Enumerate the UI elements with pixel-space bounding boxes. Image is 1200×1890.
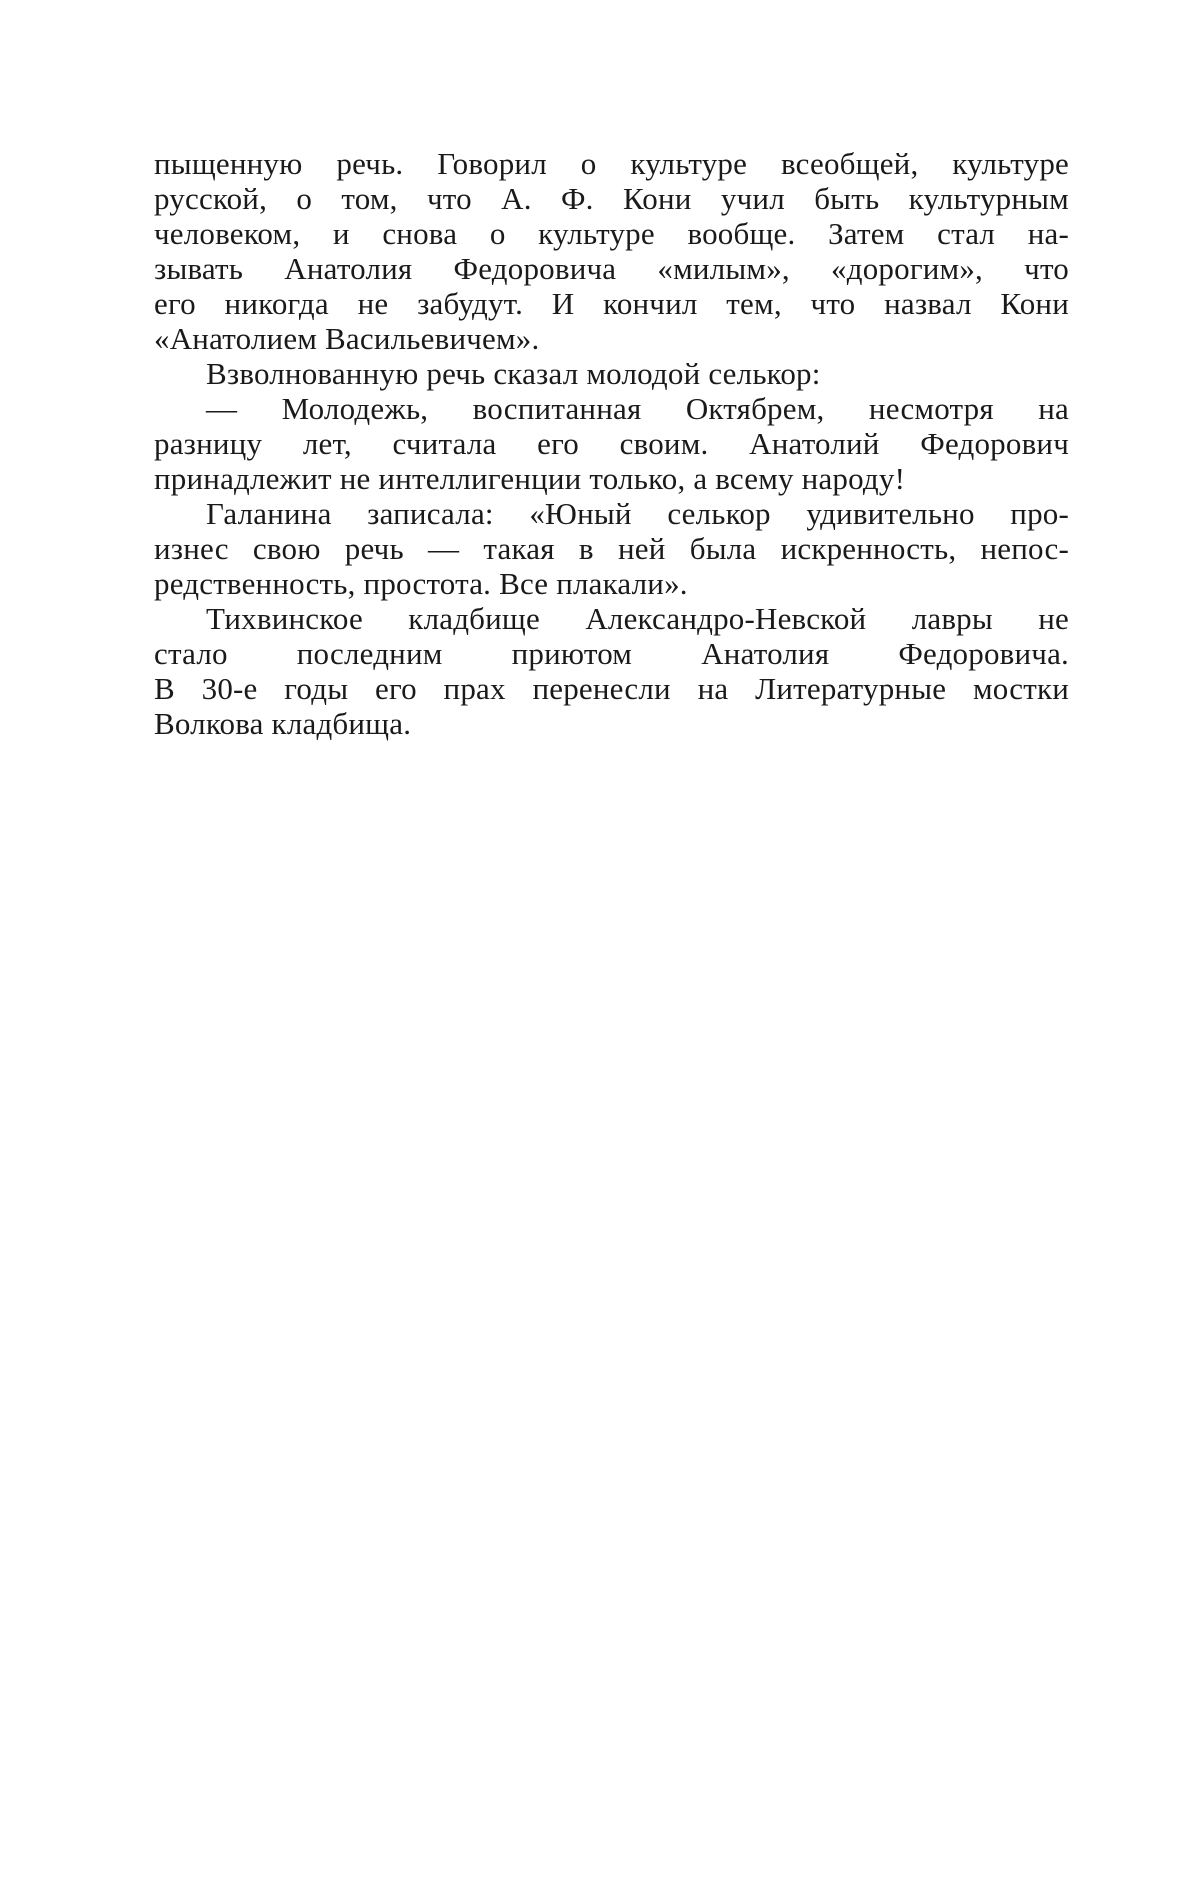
text-line: изнес свою речь — такая в ней была искренность, непос- [154, 531, 1069, 566]
text-line: — Молодежь, воспитанная Октябрем, несмотря на [206, 391, 1069, 426]
text-line: его никогда не забудут. И кончил тем, что назвал Кони [154, 286, 1069, 321]
text-line: человеком, и снова о культуре вообще. Затем стал на- [154, 216, 1069, 251]
text-line: пыщенную речь. Говорил о культуре всеобщей, культуре [154, 146, 1069, 181]
text-line: разницу лет, считала его своим. Анатолий Федорович [154, 426, 1069, 461]
text-line: Тихвинское кладбище Александро-Невской лавры не [206, 601, 1069, 636]
text-line: русской, о том, что А. Ф. Кони учил быть культурным [154, 181, 1069, 216]
text-line: Взволнованную речь сказал молодой селькор: [206, 356, 821, 391]
body-text [154, 146, 1069, 741]
text-line: редственность, простота. Все плакали». [154, 566, 688, 601]
text-line: В 30-е годы его прах перенесли на Литературные мостки [154, 671, 1069, 706]
text-line: Галанина записала: «Юный селькор удивительно про- [206, 496, 1069, 531]
text-line: принадлежит не интеллигенции только, а всему народу! [154, 461, 906, 496]
text-line: стало последним приютом Анатолия Федоровича. [154, 636, 1069, 671]
text-line: Волкова кладбища. [154, 706, 412, 741]
text-line: зывать Анатолия Федоровича «милым», «дорогим», что [154, 251, 1069, 286]
text-line: «Анатолием Васильевичем». [154, 321, 540, 356]
